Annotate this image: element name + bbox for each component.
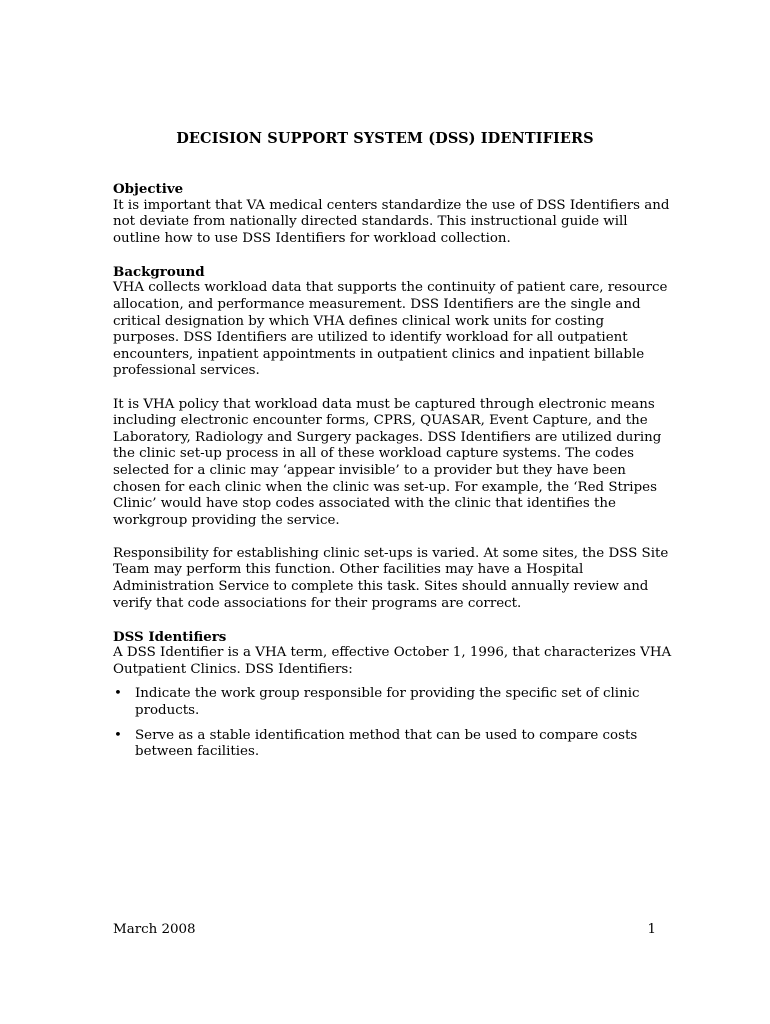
document-body: [113, 181, 673, 769]
background-heading: Background: [113, 263, 205, 280]
objective-heading: Objective: [113, 181, 184, 197]
footer-date: March 2008: [113, 922, 196, 937]
page-number: 1: [647, 922, 656, 937]
list-item-text: Serve as a stable identification method that can be used to compare costs between facilities.: [135, 727, 638, 760]
list-item: [113, 728, 673, 761]
background-paragraph-1: VHA collects workload data that supports the continuity of patient care, resource allocation, and performance measurement. DSS Identifiers are the single and critical designation by which VHA defines clinical work units for costing purposes. DSS Identifiers are utilized to identify workload for all outpatient encounters, inpatient appointments in outpatient clinics and inpatient billable professional services.: [113, 280, 668, 379]
bullet-icon: •: [114, 686, 122, 702]
dss-identifiers-intro: A DSS Identifier is a VHA term, effective October 1, 1996, that characterizes VHA Outpatient Clinics. DSS Identifiers:: [113, 645, 672, 677]
background-section: [113, 264, 673, 612]
objective-text: It is important that VA medical centers standardize the use of DSS Identifiers and not deviate from nationally directed standards. This instructional guide will outline how to use DSS Identifiers for workload collection.: [113, 197, 670, 246]
objective-section: [113, 181, 673, 247]
dss-identifiers-heading: DSS Identifiers: [113, 628, 227, 645]
dss-identifiers-section: [113, 629, 673, 761]
list-item: [113, 686, 673, 719]
dss-identifiers-list: [113, 686, 673, 760]
background-paragraph-2: It is VHA policy that workload data must be captured through electronic means including electronic encounter forms, CPRS, QUASAR, Event Capture, and the Laboratory, Radiology and Surgery packages. DSS Identifiers are utilized during the clinic set-up process in all of these workload capture systems. The codes selected for a clinic may ‘appear invisible’ to a provider but they have been chosen for each clinic when the clinic was set-up. For example, the ‘Red Stripes Clinic’ would have stop codes associated with the clinic that identifies the workgroup providing the service.: [113, 396, 662, 528]
bullet-icon: •: [114, 727, 122, 743]
background-paragraph-3: Responsibility for establishing clinic set-ups is varied. At some sites, the DSS Site Team may perform this function. Other facilities may have a Hospital Administration Service to complete this task. Sites should annually review and verify that code associations for their programs are correct.: [113, 545, 669, 611]
list-item-text: Indicate the work group responsible for providing the specific set of clinic products.: [135, 686, 640, 719]
document-title: DECISION SUPPORT SYSTEM (DSS) IDENTIFIERS: [176, 130, 594, 147]
